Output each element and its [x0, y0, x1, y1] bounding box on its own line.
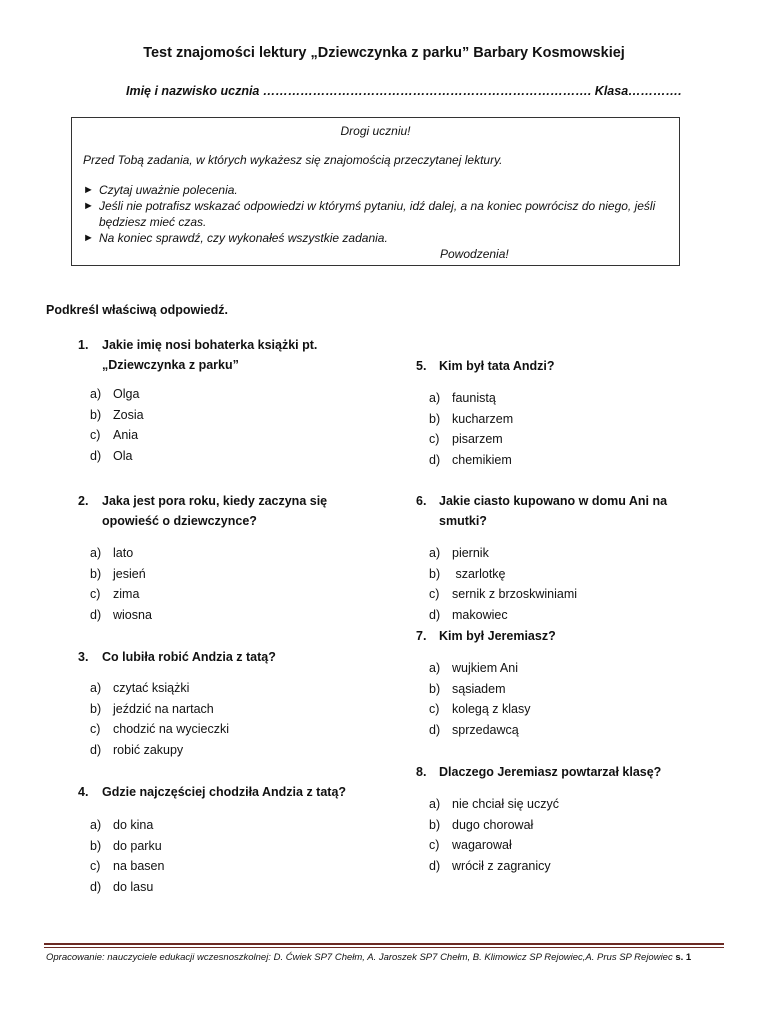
question-text: Kim był Jeremiasz?	[439, 629, 556, 643]
option-text: jeździć na nartach	[113, 701, 214, 716]
answer-options	[90, 815, 378, 897]
task-instruction: Podkreśl właściwą odpowiedź.	[46, 303, 228, 317]
question-2	[78, 491, 378, 625]
question-3	[78, 647, 378, 760]
option-label: a)	[90, 546, 102, 560]
option-text: dugo chorował	[452, 817, 534, 832]
answer-option[interactable]	[429, 543, 706, 564]
answer-option[interactable]	[429, 564, 706, 585]
option-text: do lasu	[113, 879, 154, 894]
answer-option[interactable]	[90, 446, 368, 467]
answer-option[interactable]	[429, 450, 716, 471]
option-label: d)	[429, 607, 441, 622]
bullet-item	[83, 182, 673, 198]
option-text: Ania	[113, 428, 139, 442]
answer-option[interactable]	[429, 720, 716, 741]
option-text: na basen	[113, 859, 165, 873]
answer-option[interactable]	[90, 877, 378, 898]
answer-option[interactable]	[90, 405, 368, 426]
option-label: c)	[429, 587, 440, 601]
footer	[46, 952, 691, 963]
option-label: b)	[429, 411, 441, 426]
option-text: zima	[113, 587, 140, 601]
option-text: makowiec	[452, 607, 508, 622]
answer-options	[90, 678, 378, 760]
bullet-text: Na koniec sprawdź, czy wykonałeś wszystkie zadania.	[99, 231, 388, 245]
bullet-item	[83, 198, 673, 230]
good-luck-text: Powodzenia!	[440, 247, 509, 261]
answer-option[interactable]	[429, 679, 716, 700]
option-text: jesień	[113, 566, 146, 581]
option-text: sprzedawcą	[452, 722, 519, 737]
option-label: a)	[90, 681, 102, 695]
question-text: Gdzie najczęściej chodziła Andzia z tatą?	[102, 785, 347, 799]
option-label: d)	[90, 879, 102, 894]
answer-option[interactable]	[429, 429, 716, 450]
question-text: Jakie imię nosi bohaterka książki pt. „Dziewczynka z parku”	[102, 338, 318, 372]
bullet-text: Czytaj uważnie polecenia.	[99, 183, 238, 197]
option-label: c)	[90, 587, 101, 601]
option-label: b)	[90, 566, 102, 581]
option-text: chemikiem	[452, 452, 512, 467]
question-text: Dlaczego Jeremiasz powtarzał klasę?	[439, 765, 662, 779]
option-text: chodzić na wycieczki	[113, 722, 230, 736]
option-text: wiosna	[113, 607, 152, 622]
question-number: 2.	[78, 494, 89, 508]
option-text: kolegą z klasy	[452, 702, 531, 716]
page-number: s. 1	[675, 952, 692, 963]
option-label: d)	[90, 742, 102, 757]
answer-option[interactable]	[90, 678, 378, 699]
question-text: Jakie ciasto kupowano w domu Ani na smutki?	[439, 494, 668, 528]
option-label: c)	[90, 859, 101, 873]
bullet-text: Jeśli nie potrafisz wskazać odpowiedzi w którymś pytaniu, idź dalej, a na koniec powrócisz do niego, jeśli będziesz mieć czas.	[99, 199, 656, 229]
answer-option[interactable]	[90, 815, 378, 836]
option-label: a)	[429, 797, 441, 811]
option-text: do parku	[113, 838, 162, 853]
answer-option[interactable]	[90, 425, 368, 446]
bullet-list	[83, 182, 673, 246]
answer-options	[90, 543, 378, 625]
question-8	[416, 762, 716, 876]
answer-option[interactable]	[429, 605, 706, 626]
question-number: 3.	[78, 650, 89, 664]
question-6	[416, 491, 706, 625]
option-label: c)	[90, 722, 101, 736]
option-text: sąsiadem	[452, 681, 506, 696]
option-text: Zosia	[113, 407, 144, 422]
triangle-bullet-icon: ►	[83, 200, 94, 212]
answer-option[interactable]	[90, 836, 378, 857]
question-text: Co lubiła robić Andzia z tatą?	[102, 650, 276, 664]
question-number: 1.	[78, 338, 89, 352]
option-text: nie chciał się uczyć	[452, 797, 559, 811]
answer-option[interactable]	[90, 564, 378, 585]
answer-option[interactable]	[429, 815, 716, 836]
footer-divider	[44, 943, 724, 945]
answer-option[interactable]	[429, 658, 716, 679]
answer-option[interactable]	[429, 388, 716, 409]
option-text: piernik	[452, 546, 489, 560]
option-text: wujkiem Ani	[452, 661, 518, 675]
footer-credits: Opracowanie: nauczyciele edukacji wczesnoszkolnej: D. Ćwiek SP7 Chełm, A. Jaroszek SP7 Chełm, B. Klimowicz SP Rejowiec,A. Prus SP Rejowiec	[46, 952, 673, 963]
answer-options	[90, 384, 368, 466]
option-text: sernik z brzoskwiniami	[452, 587, 578, 601]
question-text: Kim był tata Andzi?	[439, 359, 555, 373]
answer-option[interactable]	[429, 699, 716, 720]
answer-option[interactable]	[429, 584, 706, 605]
option-label: c)	[429, 432, 440, 446]
answer-options	[429, 794, 716, 876]
answer-option[interactable]	[429, 835, 716, 856]
answer-option[interactable]	[90, 740, 378, 761]
answer-option[interactable]	[90, 384, 368, 405]
question-1	[78, 335, 368, 466]
question-4	[78, 782, 378, 897]
option-label: d)	[90, 448, 102, 463]
option-label: b)	[90, 838, 102, 853]
option-label: a)	[429, 546, 441, 560]
option-text: czytać książki	[113, 681, 190, 695]
option-label: d)	[429, 722, 441, 737]
option-label: b)	[90, 701, 102, 716]
option-text: pisarzem	[452, 432, 503, 446]
option-text: robić zakupy	[113, 742, 184, 757]
option-label: a)	[90, 387, 102, 401]
answer-option[interactable]	[429, 794, 716, 815]
question-5	[416, 356, 716, 470]
option-text: do kina	[113, 818, 154, 832]
option-text: faunistą	[452, 391, 496, 405]
answer-option[interactable]	[90, 856, 378, 877]
intro-text: Przed Tobą zadania, w których wykażesz się znajomością przeczytanej lektury.	[83, 153, 503, 167]
option-label: b)	[429, 681, 441, 696]
option-label: b)	[429, 566, 441, 581]
option-text: szarlotkę	[452, 566, 506, 581]
answer-options	[429, 388, 716, 470]
question-7	[416, 626, 716, 740]
option-label: a)	[90, 818, 102, 832]
option-text: wrócił z zagranicy	[452, 858, 551, 873]
option-label: c)	[90, 428, 101, 442]
option-label: d)	[429, 858, 441, 873]
triangle-bullet-icon: ►	[83, 232, 94, 244]
greeting: Drogi uczniu!	[340, 124, 411, 138]
option-text: kucharzem	[452, 411, 514, 426]
option-label: d)	[90, 607, 102, 622]
question-number: 8.	[416, 765, 427, 779]
answer-option[interactable]	[429, 409, 716, 430]
question-text: Jaka jest pora roku, kiedy zaczyna się opowieść o dziewczynce?	[102, 494, 328, 528]
student-name-line: Imię i nazwisko ucznia ……………………………………………………………………. Klasa………….	[126, 84, 682, 98]
footer-divider-thin	[44, 947, 724, 948]
option-label: a)	[429, 661, 441, 675]
answer-option[interactable]	[90, 543, 378, 564]
option-label: d)	[429, 452, 441, 467]
question-number: 7.	[416, 629, 427, 643]
instructions-box	[71, 117, 680, 266]
answer-option[interactable]	[90, 605, 378, 626]
option-text: Ola	[113, 448, 133, 463]
answer-option[interactable]	[90, 719, 378, 740]
question-number: 4.	[78, 785, 89, 799]
answer-option[interactable]	[90, 584, 378, 605]
question-number: 6.	[416, 494, 427, 508]
option-label: c)	[429, 702, 440, 716]
option-text: wagarował	[452, 838, 512, 852]
option-text: lato	[113, 546, 134, 560]
option-text: Olga	[113, 387, 140, 401]
answer-options	[429, 543, 706, 625]
bullet-item	[83, 230, 673, 246]
question-number: 5.	[416, 359, 427, 373]
answer-option[interactable]	[429, 856, 716, 877]
option-label: b)	[429, 817, 441, 832]
answer-options	[429, 658, 716, 740]
document-title: Test znajomości lektury „Dziewczynka z parku” Barbary Kosmowskiej	[143, 45, 625, 61]
answer-option[interactable]	[90, 699, 378, 720]
option-label: a)	[429, 391, 441, 405]
triangle-bullet-icon: ►	[83, 184, 94, 196]
option-label: b)	[90, 407, 102, 422]
option-label: c)	[429, 838, 440, 852]
